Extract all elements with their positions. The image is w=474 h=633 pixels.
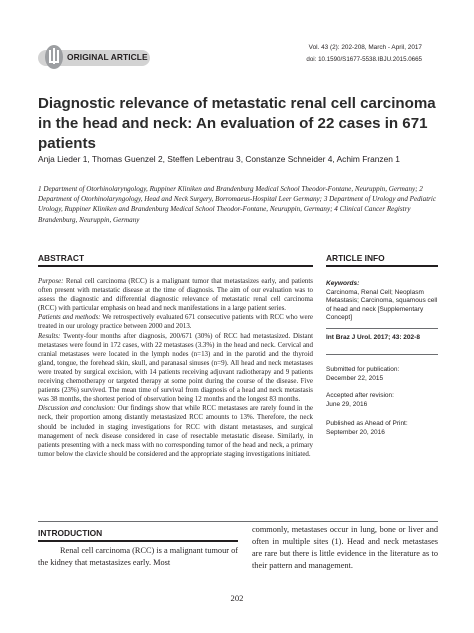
journal-logo-icon <box>44 44 64 70</box>
article-info-heading: ARTICLE INFO <box>326 253 385 263</box>
introduction-right-text: commonly, metastases occur in lung, bone or liver and often in multiple sites (1). Head and neck metastases are rare but there is little evidence in the literature as to their pattern and management. <box>252 525 438 570</box>
published-label: Published as Ahead of Print: <box>326 420 408 427</box>
article-title: Diagnostic relevance of metastatic renal cell carcinoma in the head and neck: An evaluation of 22 cases in 671 patients <box>38 95 436 152</box>
abstract-rule <box>38 265 313 267</box>
article-info-rule <box>326 265 438 267</box>
keywords-block <box>326 280 438 323</box>
abstract-heading: ABSTRACT <box>38 253 85 263</box>
abstract-discussion: Discussion and conclusion: Our findings show that while RCC metastases are rarely found in the neck, their proportion among distantly metastasized RCC amounts to 13%. Therefore, the neck should be included in staging investigations for RCC with distant metastases, and surgical management of neck disease considered in case of resectable metastatic disease. Similarly, in patients presenting with a neck mass with no corresponding tumor of the head and neck, a primary tumor below the clavicle should be considered and the appropriate staging investigations initiated. <box>38 404 313 458</box>
affiliations: 1 Department of Otorhinolaryngology, Ruppiner Kliniken and Brandenburg Medical School Theodor-Fontane, Neuruppin, Germany; 2 Department of Otorhinolaryngology, Head and Neck Surgery, Borromaeus-Hospital Leer Germany; 3 Department of Urology and Pediatric Urology, Ruppiner Kliniken and Brandenburg Medical School Theodor-Fontane, Neuruppin, Germany; 4 Clinical Cancer Registry Brandenburg, Neuruppin, Germany <box>38 185 437 224</box>
published-date: September 20, 2016 <box>326 428 385 436</box>
article-type-label: ORIGINAL ARTICLE <box>67 52 148 62</box>
volume-info: Vol. 43 (2): 202-208, March - April, 2017 <box>308 44 422 51</box>
introduction-left-text: Renal cell carcinoma (RCC) is a malignant tumour of the kidney that metastasizes early. Most <box>38 546 238 567</box>
accepted-date: June 29, 2016 <box>326 400 368 408</box>
accepted-label: Accepted after revision: <box>326 392 394 399</box>
doi-link[interactable]: doi: 10.1590/S1677-5538.IBJU.2015.0665 <box>306 56 422 63</box>
submitted-block <box>326 366 438 383</box>
abstract-bottom-rule <box>38 521 438 522</box>
introduction-rule <box>38 540 238 542</box>
abstract-body <box>38 277 313 459</box>
info-divider <box>326 328 438 329</box>
abstract-purpose: Purpose: Renal cell carcinoma (RCC) is a malignant tumor that metastasizes early, and patients often present with metastatic disease at the time of diagnosis. The aim of our evaluation was to assess the diagnostic and differential diagnostic relevance of metastatic renal cell carcinoma (RCC) with particular emphasis on head and neck manifestations in a large patient series. <box>38 277 314 313</box>
published-block <box>326 420 438 437</box>
submitted-label: Submitted for publication: <box>326 366 400 373</box>
author-list: Anja Lieder 1, Thomas Guenzel 2, Steffen Lebentrau 3, Constanze Schneider 4, Achim Franzen 1 <box>38 154 400 164</box>
keywords-label: Keywords: <box>326 280 360 287</box>
page-number: 202 <box>230 593 244 603</box>
introduction-heading: INTRODUCTION <box>38 528 103 538</box>
info-divider <box>326 354 438 355</box>
abstract-results: Results: Twenty-four months after diagnosis, 200/671 (30%) of RCC had metastasized. Distant metastases were found in 172 cases, with 22 metastases (3.3%) in the head and neck. Cervical and cranial metastases were located in the lymph nodes (n=13) and in the parotid and the thyroid gland, tongue, the forehead skin, skull, and paranasal sinuses (n=9). All head and neck metastases were treated by surgical excision, with 14 patients receiving adjuvant radiotherapy and 9 patients receiving chemotherapy or targeted therapy at some point during the course of the disease. Five patients (23%) survived. The mean time of survival from diagnosis of a head and neck metastasis was 38 months, the shortest period of observation being 12 months and the longest 83 months. <box>38 331 313 404</box>
citation: Int Braz J Urol. 2017; 43: 202-8 <box>326 334 420 341</box>
abstract-methods: Patients and methods: We retrospectively evaluated 671 consecutive patients with RCC who were treated in our urology practice between 2000 and 2013. <box>38 313 314 331</box>
keywords-list: Carcinoma, Renal Cell; Neoplasm Metastasis; Carcinoma, squamous cell of head and neck [Supplementary Concept] <box>326 288 438 322</box>
accepted-block <box>326 392 438 409</box>
submitted-date: December 22, 2015 <box>326 374 384 382</box>
